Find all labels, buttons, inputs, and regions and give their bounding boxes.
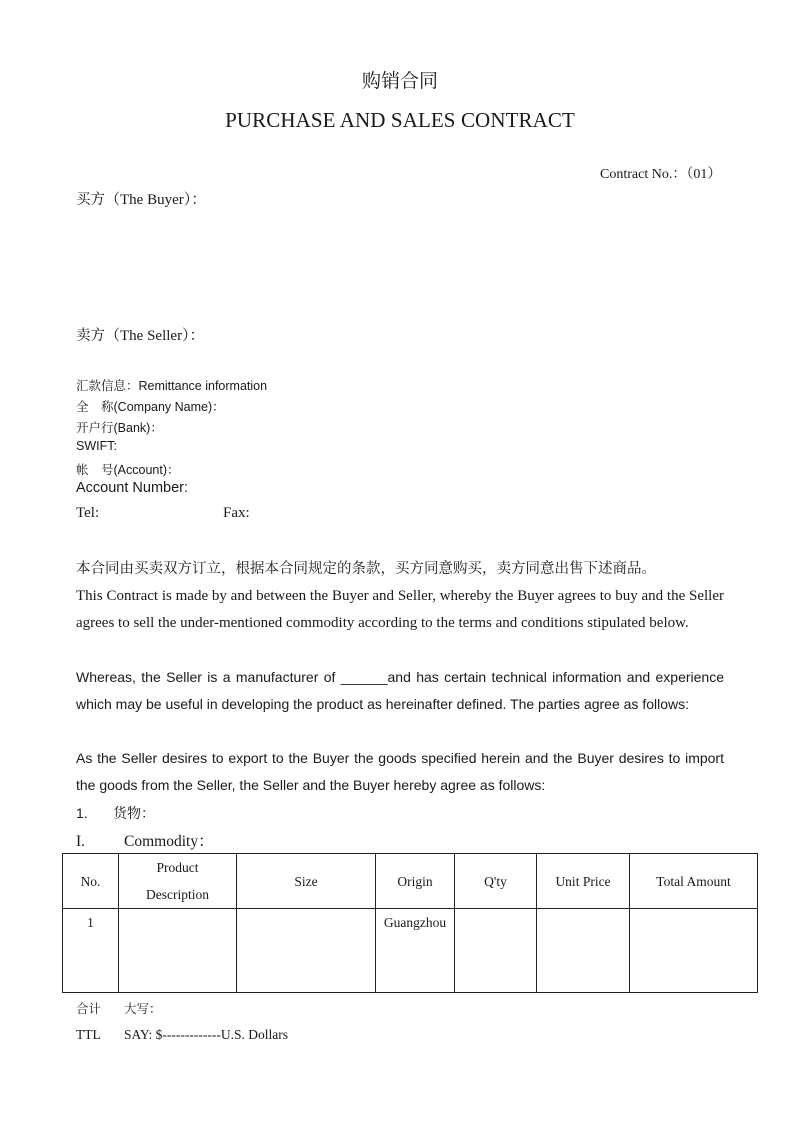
fax-label: Fax: — [223, 505, 250, 521]
title-english: PURCHASE AND SALES CONTRACT — [225, 108, 575, 132]
seller-label-cn: 卖方 — [76, 328, 105, 344]
section-I-heading — [76, 829, 214, 851]
section-1-heading — [76, 803, 155, 823]
section-I-number: I. — [76, 833, 86, 850]
total-label-cn: 合计 — [76, 1001, 102, 1016]
total-say-cn: 大写： — [124, 1001, 162, 1016]
seller-label-en: （The Seller）： — [105, 328, 205, 344]
cell-unit-price — [537, 909, 630, 993]
header-unit-price: Unit Price — [537, 854, 630, 909]
total-line-en — [76, 1027, 288, 1043]
header-size: Size — [237, 854, 376, 909]
intro-paragraph-en: This Contract is made by and between the Buyer and Seller, whereby the Buyer agrees to buy and the Seller agrees to sell the under-mentioned commodity according to the terms and conditions stipulated below. — [76, 588, 724, 631]
company-label-cn: 全 称 — [76, 399, 114, 414]
account-label-cn: 帐 号 — [76, 462, 114, 477]
company-name-line — [76, 397, 225, 415]
account-line — [76, 460, 180, 478]
company-label-en: (Company Name)： — [113, 400, 225, 414]
total-say-en: SAY: $-------------U.S. Dollars — [124, 1027, 288, 1042]
total-label-en: TTL — [76, 1027, 101, 1042]
bank-label-en: (Bank)： — [113, 421, 163, 435]
whereas-paragraph: Whereas, the Seller is a manufacturer of ______and has certain technical information and experience which may be useful in developing the product as hereinafter defined. The parties agree as follows: — [76, 669, 724, 712]
account-label-en: (Account)： — [113, 463, 180, 477]
contract-number: Contract No.：（01） — [600, 167, 722, 182]
title-chinese: 购销合同 — [361, 70, 438, 92]
header-origin: Origin — [376, 854, 455, 909]
header-product-line2: Description — [146, 887, 209, 902]
remittance-label-en: Remittance information — [138, 379, 268, 393]
header-qty: Q'ty — [455, 854, 537, 909]
remittance-info-line — [76, 376, 267, 394]
section-1-number: 1. — [76, 805, 88, 821]
commodity-table — [62, 853, 758, 993]
buyer-label-cn: 买方 — [76, 192, 105, 208]
buyer-heading — [76, 188, 206, 209]
tel-label: Tel: — [76, 505, 100, 521]
remittance-label-cn: 汇款信息： — [76, 378, 139, 393]
cell-total-amount — [630, 909, 758, 993]
account-number-label: Account Number: — [76, 480, 189, 496]
intro-paragraph-cn: 本合同由买卖双方订立，根据本合同规定的条款，买方同意购买，卖方同意出售下述商品。 — [76, 561, 656, 577]
agreement-paragraph: As the Seller desires to export to the Buyer the goods specified herein and the Buyer desires to import the goods from the Seller, the Seller and the Buyer hereby agree as follows: — [76, 750, 724, 793]
cell-qty — [455, 909, 537, 993]
swift-line: SWIFT: — [76, 439, 117, 453]
bank-line — [76, 418, 163, 436]
section-1-label: 货物： — [113, 806, 155, 822]
seller-heading — [76, 324, 205, 345]
table-row — [63, 909, 758, 993]
table-header-row — [63, 854, 758, 909]
cell-size — [237, 909, 376, 993]
header-total-amount: Total Amount — [630, 854, 758, 909]
cell-no: 1 — [63, 909, 119, 993]
header-no: No. — [63, 854, 119, 909]
buyer-label-en: （The Buyer）： — [105, 192, 207, 208]
bank-label-cn: 开户行 — [76, 420, 114, 435]
cell-product — [119, 909, 237, 993]
header-product-description — [119, 854, 237, 909]
total-line-cn — [76, 999, 162, 1017]
header-product-line1: Product — [156, 860, 199, 875]
cell-origin: Guangzhou — [376, 909, 455, 993]
section-I-label: Commodity： — [124, 833, 214, 850]
